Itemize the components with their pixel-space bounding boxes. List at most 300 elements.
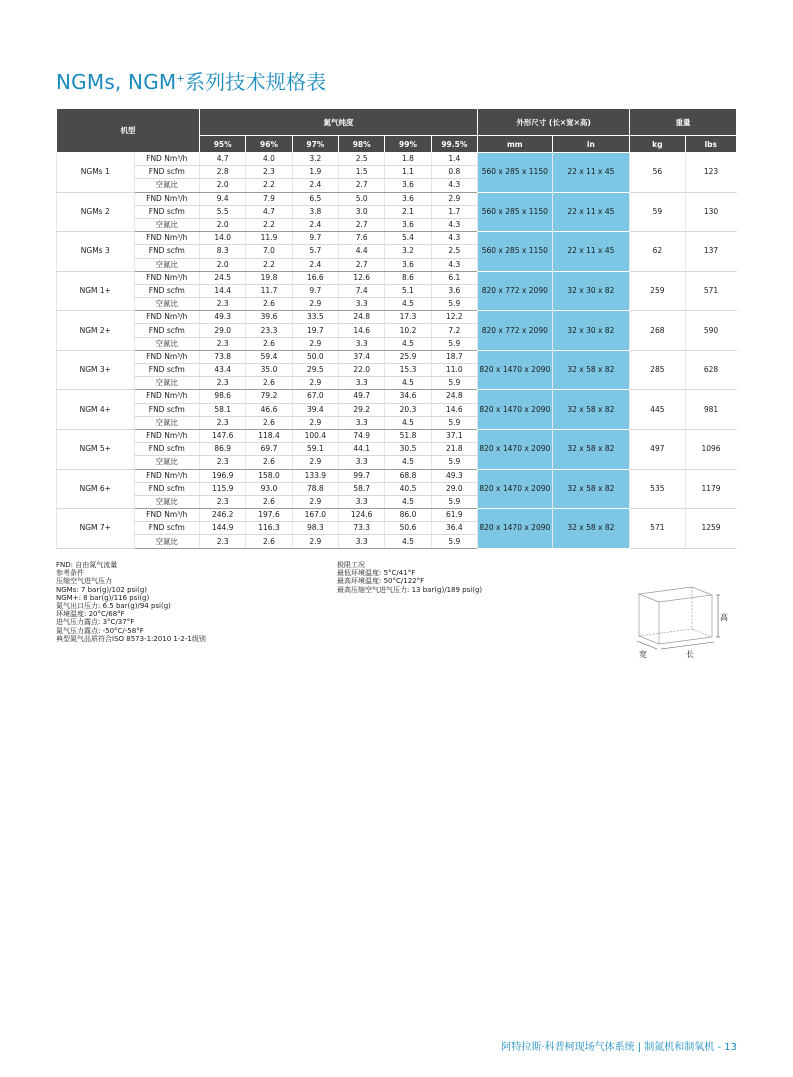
purity-value: 5.9 [431, 337, 477, 350]
purity-value: 15.3 [385, 364, 431, 377]
purity-value: 3.0 [339, 205, 385, 218]
purity-value: 3.8 [292, 205, 338, 218]
header-weight: 重量 [630, 109, 737, 136]
purity-value: 23.3 [246, 324, 292, 337]
row-metric-label: FND Nm³/h [134, 192, 199, 205]
purity-value: 2.9 [292, 535, 338, 548]
table-row [57, 350, 737, 363]
purity-value: 5.9 [431, 535, 477, 548]
purity-value: 2.4 [292, 218, 338, 231]
purity-value: 4.5 [385, 495, 431, 508]
purity-value: 29.0 [200, 324, 246, 337]
purity-value: 30.5 [385, 443, 431, 456]
purity-value: 2.7 [339, 179, 385, 192]
purity-value: 9.7 [292, 284, 338, 297]
purity-value: 49.3 [431, 469, 477, 482]
purity-value: 46.6 [246, 403, 292, 416]
purity-value: 49.7 [339, 390, 385, 403]
purity-value: 17.3 [385, 311, 431, 324]
table-row [57, 271, 737, 284]
purity-value: 196.9 [200, 469, 246, 482]
weight-lbs: 981 [685, 390, 736, 430]
purity-value: 6.5 [292, 192, 338, 205]
dimension-mm: 820 x 1470 x 2090 [478, 469, 553, 509]
purity-value: 51.8 [385, 429, 431, 442]
purity-value: 4.4 [339, 245, 385, 258]
purity-value: 86.0 [385, 509, 431, 522]
note-line: 进气压力露点: 3°C/37°F [56, 618, 135, 627]
purity-value: 61.9 [431, 509, 477, 522]
row-metric-label: FND scfm [134, 403, 199, 416]
note-line: 最高环境温度: 50°C/122°F [337, 577, 425, 586]
weight-lbs: 130 [685, 192, 736, 232]
purity-value: 133.9 [292, 469, 338, 482]
model-name: NGM 6+ [57, 469, 135, 509]
row-metric-label: 空氮比 [134, 298, 199, 311]
spec-table [56, 108, 737, 549]
dimension-in: 32 x 58 x 82 [552, 509, 630, 549]
purity-value: 5.1 [385, 284, 431, 297]
dimension-mm: 560 x 285 x 1150 [478, 192, 553, 232]
purity-value: 49.3 [200, 311, 246, 324]
purity-value: 1.4 [431, 153, 477, 166]
purity-value: 2.7 [339, 218, 385, 231]
row-metric-label: FND Nm³/h [134, 509, 199, 522]
purity-value: 0.8 [431, 166, 477, 179]
purity-value: 2.2 [246, 218, 292, 231]
purity-value: 5.9 [431, 456, 477, 469]
model-name: NGMs 2 [57, 192, 135, 232]
purity-value: 3.3 [339, 495, 385, 508]
purity-value: 10.2 [385, 324, 431, 337]
purity-value: 4.5 [385, 416, 431, 429]
dimension-in: 32 x 30 x 82 [552, 311, 630, 351]
purity-value: 115.9 [200, 482, 246, 495]
header-purity-level: 98% [339, 136, 385, 153]
height-label: 高 [720, 613, 728, 622]
purity-value: 69.7 [246, 443, 292, 456]
purity-value: 2.1 [385, 205, 431, 218]
purity-value: 21.8 [431, 443, 477, 456]
table-row [57, 390, 737, 403]
row-metric-label: 空氮比 [134, 535, 199, 548]
purity-value: 58.7 [339, 482, 385, 495]
model-name: NGM 7+ [57, 509, 135, 549]
weight-kg: 56 [630, 153, 685, 193]
purity-value: 4.7 [200, 153, 246, 166]
note-line: FND: 自由氮气流量 [56, 561, 118, 569]
weight-lbs: 628 [685, 350, 736, 390]
purity-value: 5.4 [385, 232, 431, 245]
purity-value: 1.1 [385, 166, 431, 179]
purity-value: 29.5 [292, 364, 338, 377]
note-line: 环境温度: 20°C/68°F [56, 610, 125, 619]
row-metric-label: FND Nm³/h [134, 232, 199, 245]
dimension-mm: 560 x 285 x 1150 [478, 153, 553, 193]
purity-value: 2.3 [200, 456, 246, 469]
purity-value: 5.9 [431, 416, 477, 429]
notes-limits [337, 561, 482, 594]
model-name: NGM 1+ [57, 271, 135, 311]
table-row [57, 232, 737, 245]
purity-value: 29.0 [431, 482, 477, 495]
purity-value: 39.6 [246, 311, 292, 324]
row-metric-label: FND scfm [134, 245, 199, 258]
purity-value: 4.5 [385, 456, 431, 469]
purity-value: 7.4 [339, 284, 385, 297]
purity-value: 12.6 [339, 271, 385, 284]
dimension-in: 22 x 11 x 45 [552, 232, 630, 272]
dimension-mm: 820 x 772 x 2090 [478, 311, 553, 351]
note-line: 典型氮气品质符合ISO 8573-1:2010 1-2-1级别 [56, 634, 206, 643]
purity-value: 7.2 [431, 324, 477, 337]
row-metric-label: FND scfm [134, 522, 199, 535]
row-metric-label: 空氮比 [134, 495, 199, 508]
purity-value: 144.9 [200, 522, 246, 535]
row-metric-label: FND scfm [134, 205, 199, 218]
row-metric-label: 空氮比 [134, 456, 199, 469]
purity-value: 33.5 [292, 311, 338, 324]
dimension-in: 32 x 58 x 82 [552, 350, 630, 390]
purity-value: 9.4 [200, 192, 246, 205]
header-purity-level: 99.5% [431, 136, 477, 153]
purity-value: 118.4 [246, 429, 292, 442]
purity-value: 2.2 [246, 179, 292, 192]
purity-value: 7.0 [246, 245, 292, 258]
dimension-in: 32 x 58 x 82 [552, 429, 630, 469]
row-metric-label: FND Nm³/h [134, 390, 199, 403]
purity-value: 2.3 [200, 377, 246, 390]
purity-value: 3.2 [292, 153, 338, 166]
purity-value: 2.9 [292, 416, 338, 429]
purity-value: 2.6 [246, 416, 292, 429]
purity-value: 1.7 [431, 205, 477, 218]
row-metric-label: FND Nm³/h [134, 469, 199, 482]
purity-value: 2.9 [292, 456, 338, 469]
note-line: 压缩空气进气压力 [56, 577, 112, 586]
note-line: 极限工况 [337, 561, 365, 569]
purity-value: 2.0 [200, 218, 246, 231]
purity-value: 24.8 [431, 390, 477, 403]
purity-value: 39.4 [292, 403, 338, 416]
row-metric-label: 空氮比 [134, 179, 199, 192]
purity-value: 86.9 [200, 443, 246, 456]
header-purity-level: 97% [292, 136, 338, 153]
purity-value: 2.3 [200, 535, 246, 548]
note-line: 最低环境温度: 5°C/41°F [337, 569, 416, 578]
purity-value: 124.6 [339, 509, 385, 522]
purity-value: 4.3 [431, 258, 477, 271]
purity-value: 59.1 [292, 443, 338, 456]
purity-value: 2.6 [246, 298, 292, 311]
header-purity: 氮气纯度 [200, 109, 478, 136]
model-name: NGM 3+ [57, 350, 135, 390]
purity-value: 4.3 [431, 218, 477, 231]
purity-value: 34.6 [385, 390, 431, 403]
length-label: 长 [686, 650, 694, 659]
header-unit-mm: mm [478, 136, 553, 153]
purity-value: 2.4 [292, 179, 338, 192]
purity-value: 2.6 [246, 495, 292, 508]
purity-value: 5.0 [339, 192, 385, 205]
purity-value: 3.2 [385, 245, 431, 258]
purity-value: 2.9 [292, 495, 338, 508]
dimension-mm: 820 x 1470 x 2090 [478, 390, 553, 430]
note-line: 参考条件 [56, 569, 84, 578]
purity-value: 3.6 [385, 192, 431, 205]
purity-value: 116.3 [246, 522, 292, 535]
purity-value: 43.4 [200, 364, 246, 377]
purity-value: 40.5 [385, 482, 431, 495]
dimension-box-diagram [632, 580, 742, 660]
row-metric-label: 空氮比 [134, 218, 199, 231]
header-model: 机型 [57, 109, 200, 153]
purity-value: 246.2 [200, 509, 246, 522]
header-unit-lbs: lbs [685, 136, 736, 153]
purity-value: 4.0 [246, 153, 292, 166]
purity-value: 5.9 [431, 298, 477, 311]
purity-value: 3.6 [385, 258, 431, 271]
purity-value: 2.9 [431, 192, 477, 205]
model-name: NGM 2+ [57, 311, 135, 351]
weight-lbs: 137 [685, 232, 736, 272]
purity-value: 2.9 [292, 337, 338, 350]
row-metric-label: 空氮比 [134, 377, 199, 390]
header-purity-level: 99% [385, 136, 431, 153]
purity-value: 4.5 [385, 377, 431, 390]
purity-value: 4.7 [246, 205, 292, 218]
purity-value: 4.3 [431, 179, 477, 192]
row-metric-label: 空氮比 [134, 258, 199, 271]
width-label: 宽 [639, 650, 647, 659]
purity-value: 3.3 [339, 298, 385, 311]
purity-value: 1.5 [339, 166, 385, 179]
purity-value: 3.6 [385, 218, 431, 231]
note-line: 最高压缩空气进气压力: 13 bar(g)/189 psi(g) [337, 585, 483, 594]
purity-value: 158.0 [246, 469, 292, 482]
purity-value: 2.5 [339, 153, 385, 166]
purity-value: 24.8 [339, 311, 385, 324]
weight-lbs: 571 [685, 271, 736, 311]
table-row [57, 153, 737, 166]
notes-reference [56, 561, 206, 643]
purity-value: 19.8 [246, 271, 292, 284]
purity-value: 5.9 [431, 495, 477, 508]
purity-value: 2.7 [339, 258, 385, 271]
dimension-in: 32 x 58 x 82 [552, 469, 630, 509]
model-name: NGM 4+ [57, 390, 135, 430]
dimension-mm: 560 x 285 x 1150 [478, 232, 553, 272]
weight-kg: 62 [630, 232, 685, 272]
purity-value: 58.1 [200, 403, 246, 416]
purity-value: 7.6 [339, 232, 385, 245]
row-metric-label: FND Nm³/h [134, 429, 199, 442]
purity-value: 73.8 [200, 350, 246, 363]
purity-value: 98.6 [200, 390, 246, 403]
row-metric-label: FND scfm [134, 364, 199, 377]
purity-value: 2.9 [292, 377, 338, 390]
purity-value: 18.7 [431, 350, 477, 363]
purity-value: 44.1 [339, 443, 385, 456]
dimension-in: 22 x 11 x 45 [552, 192, 630, 232]
purity-value: 2.6 [246, 337, 292, 350]
purity-value: 6.1 [431, 271, 477, 284]
purity-value: 4.5 [385, 535, 431, 548]
row-metric-label: FND scfm [134, 166, 199, 179]
weight-lbs: 590 [685, 311, 736, 351]
row-metric-label: FND scfm [134, 443, 199, 456]
note-line: NGMs: 7 bar(g)/102 psi(g) [56, 585, 148, 594]
purity-value: 2.0 [200, 179, 246, 192]
purity-value: 5.7 [292, 245, 338, 258]
purity-value: 2.4 [292, 258, 338, 271]
header-unit-in: in [552, 136, 630, 153]
purity-value: 79.2 [246, 390, 292, 403]
header-purity-level: 96% [246, 136, 292, 153]
purity-value: 9.7 [292, 232, 338, 245]
purity-value: 25.9 [385, 350, 431, 363]
dimension-mm: 820 x 1470 x 2090 [478, 509, 553, 549]
purity-value: 8.3 [200, 245, 246, 258]
model-name: NGM 5+ [57, 429, 135, 469]
purity-value: 1.9 [292, 166, 338, 179]
header-purity-level: 95% [200, 136, 246, 153]
row-metric-label: 空氮比 [134, 416, 199, 429]
dimension-mm: 820 x 1470 x 2090 [478, 350, 553, 390]
purity-value: 98.3 [292, 522, 338, 535]
purity-value: 3.3 [339, 535, 385, 548]
purity-value: 73.3 [339, 522, 385, 535]
dimension-mm: 820 x 1470 x 2090 [478, 429, 553, 469]
purity-value: 2.3 [200, 298, 246, 311]
row-metric-label: FND scfm [134, 324, 199, 337]
purity-value: 2.3 [200, 337, 246, 350]
page-title: NGMs, NGM+系列技术规格表 [56, 70, 327, 94]
weight-kg: 497 [630, 429, 685, 469]
weight-lbs: 123 [685, 153, 736, 193]
purity-value: 67.0 [292, 390, 338, 403]
purity-value: 3.3 [339, 377, 385, 390]
purity-value: 3.3 [339, 337, 385, 350]
purity-value: 14.6 [431, 403, 477, 416]
dimension-mm: 820 x 772 x 2090 [478, 271, 553, 311]
weight-kg: 445 [630, 390, 685, 430]
purity-value: 3.6 [385, 179, 431, 192]
purity-value: 12.2 [431, 311, 477, 324]
row-metric-label: FND Nm³/h [134, 311, 199, 324]
row-metric-label: FND Nm³/h [134, 271, 199, 284]
purity-value: 2.8 [200, 166, 246, 179]
purity-value: 93.0 [246, 482, 292, 495]
purity-value: 68.8 [385, 469, 431, 482]
weight-kg: 59 [630, 192, 685, 232]
purity-value: 16.6 [292, 271, 338, 284]
purity-value: 59.4 [246, 350, 292, 363]
purity-value: 2.5 [431, 245, 477, 258]
weight-kg: 285 [630, 350, 685, 390]
table-row [57, 429, 737, 442]
purity-value: 29.2 [339, 403, 385, 416]
purity-value: 2.6 [246, 456, 292, 469]
row-metric-label: FND scfm [134, 284, 199, 297]
purity-value: 74.9 [339, 429, 385, 442]
purity-value: 4.5 [385, 298, 431, 311]
purity-value: 1.8 [385, 153, 431, 166]
row-metric-label: FND scfm [134, 482, 199, 495]
spec-table-body [57, 153, 737, 549]
purity-value: 100.4 [292, 429, 338, 442]
purity-value: 78.8 [292, 482, 338, 495]
purity-value: 2.6 [246, 535, 292, 548]
purity-value: 4.5 [385, 337, 431, 350]
purity-value: 50.0 [292, 350, 338, 363]
table-row [57, 311, 737, 324]
purity-value: 3.3 [339, 416, 385, 429]
purity-value: 197.6 [246, 509, 292, 522]
note-line: 氮气出口压力: 6.5 bar(g)/94 psi(g) [56, 602, 171, 611]
purity-value: 8.6 [385, 271, 431, 284]
weight-kg: 259 [630, 271, 685, 311]
purity-value: 14.6 [339, 324, 385, 337]
weight-lbs: 1096 [685, 429, 736, 469]
purity-value: 11.0 [431, 364, 477, 377]
dimension-in: 22 x 11 x 45 [552, 153, 630, 193]
purity-value: 24.5 [200, 271, 246, 284]
table-row [57, 469, 737, 482]
purity-value: 5.9 [431, 377, 477, 390]
purity-value: 2.3 [246, 166, 292, 179]
note-line: NGM+: 8 bar(g)/116 psi(g) [56, 593, 150, 602]
purity-value: 2.3 [200, 416, 246, 429]
purity-value: 37.4 [339, 350, 385, 363]
dimension-in: 32 x 30 x 82 [552, 271, 630, 311]
table-row [57, 192, 737, 205]
purity-value: 99.7 [339, 469, 385, 482]
note-line: 氮气压力露点: -50°C/-58°F [56, 626, 144, 635]
purity-value: 19.7 [292, 324, 338, 337]
row-metric-label: FND Nm³/h [134, 350, 199, 363]
dimension-in: 32 x 58 x 82 [552, 390, 630, 430]
weight-kg: 268 [630, 311, 685, 351]
purity-value: 50.6 [385, 522, 431, 535]
purity-value: 37.1 [431, 429, 477, 442]
purity-value: 2.3 [200, 495, 246, 508]
purity-value: 22.0 [339, 364, 385, 377]
purity-value: 3.3 [339, 456, 385, 469]
purity-value: 4.3 [431, 232, 477, 245]
purity-value: 147.6 [200, 429, 246, 442]
row-metric-label: 空氮比 [134, 337, 199, 350]
page-footer: 阿特拉斯·科普柯现场气体系统 | 制氮机和制氧机 - 13 [501, 1042, 737, 1053]
purity-value: 14.0 [200, 232, 246, 245]
purity-value: 167.0 [292, 509, 338, 522]
purity-value: 2.2 [246, 258, 292, 271]
weight-lbs: 1259 [685, 509, 736, 549]
header-unit-kg: kg [630, 136, 685, 153]
model-name: NGMs 1 [57, 153, 135, 193]
purity-value: 5.5 [200, 205, 246, 218]
row-metric-label: FND Nm³/h [134, 153, 199, 166]
purity-value: 11.7 [246, 284, 292, 297]
table-row [57, 509, 737, 522]
purity-value: 36.4 [431, 522, 477, 535]
weight-kg: 571 [630, 509, 685, 549]
purity-value: 2.0 [200, 258, 246, 271]
purity-value: 2.6 [246, 377, 292, 390]
purity-value: 20.3 [385, 403, 431, 416]
weight-kg: 535 [630, 469, 685, 509]
purity-value: 35.0 [246, 364, 292, 377]
